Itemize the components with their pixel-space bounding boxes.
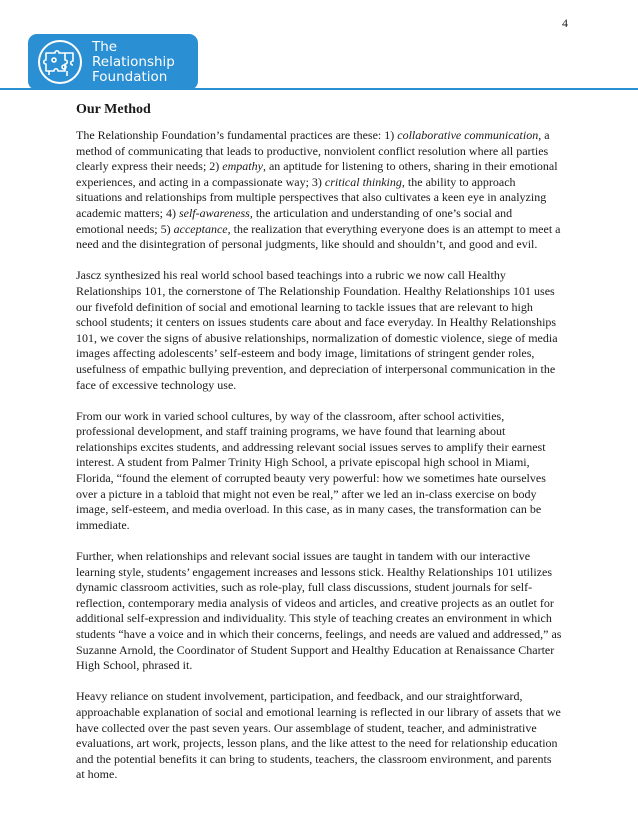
- p1-text-k: , the realization that everything everyone does is an attempt to meet a need and the disintegration of personal judgments, like should and shouldn’t, and good and evil.: [76, 221, 561, 252]
- logo-line-foundation: Foundation: [92, 69, 168, 85]
- page-number: 4: [562, 16, 568, 30]
- logo-line-the: The: [92, 39, 118, 55]
- logo-line-relationship: Relationship: [92, 54, 175, 70]
- term-critical-thinking: critical thinking: [324, 174, 402, 189]
- term-self-awareness: self-awareness,: [178, 205, 253, 220]
- paragraph-school-cultures: From our work in varied school cultures, by way of the classroom, after school activities, professional development, and staff training programs, we have found that learning about relationships excites students, and addressing relevant social issues serves to amplify their earnest interest. A student from Palmer Trinity High School, a private episcopal high school in Miami, Florida, “found the element of corrupted beauty very powerful: how we sometimes hate ourselves over a picture in a tabloid that might not even be real,” after we led an in-class exercise on body image, self-esteem, and media overload. In this case, as in many cases, the transformation can be immediate.: [76, 408, 546, 532]
- term-collaborative-communication: collaborative communication: [397, 128, 539, 142]
- paragraph-healthy-relationships: Jascz synthesized his real world school based teachings into a rubric we now call Healthy Relationships 101, the cornerstone of The Relationship Foundation. Healthy Relationships 101 uses our fivefold definition of social and emotional learning to tackle issues that are relevant to high school students; it centers on issues students care about and face everyday. In Healthy Relationships 101, we cover the signs of abusive relationships, normalization of domestic violence, siege of media images affecting adolescents’ self-esteem and body image, limitations of stringent gender roles, usefulness of empathic bullying prevention, and depreciation of interpersonal communication in the face of excessive technology use.: [76, 268, 558, 392]
- section-heading: Our Method: [76, 102, 151, 117]
- paragraph-interactive-learning: Further, when relationships and relevant social issues are taught in tandem with our interactive learning style, students’ engagement increases and lessons stick. Healthy Relationships 101 utilizes dynamic classroom activities, such as role-play, full class discussions, student journals for self-reflection, contemporary media analysis of videos and articles, and creative projects as an outlet for additional self-expression and individuality. This style of teaching creates an environment in which students “have a voice and in which their concerns, feelings, and needs are valued and addressed,” as Suzanne Arnold, the Coordinator of Student Support and Healthy Education at Renaissance Charter High School, phrased it.: [76, 549, 562, 673]
- paragraph-practices: [76, 128, 562, 253]
- p1-text-c: , a method of communicating that leads to productive, nonviolent conflict resolution where all parties clearly express their needs; 2): [76, 128, 550, 174]
- puzzle-globe-icon: [37, 39, 83, 85]
- p1-text-a: The Relationship Foundation’s fundamental practices are these: 1): [76, 128, 398, 142]
- document-body: [76, 100, 562, 799]
- p1-text-g: , the ability to approach situations and relationships from multiple perspectives that also cultivates a keen eye in analyzing academic matters; 4): [76, 174, 547, 220]
- p1-text-e: , an aptitude for listening to others, sharing in their emotional experiences, and acting in a compassionate way; 3): [76, 159, 558, 189]
- logo-wordmark: [92, 40, 175, 85]
- paragraph-student-involvement: Heavy reliance on student involvement, participation, and feedback, and our straightforward, approachable explanation of social and emotional learning is reflected in our library of assets that we have collected over the past seven years. Our assemblage of student, teacher, and administrative evaluations, art work, projects, lesson plans, and the like attest to the need for relationship education and the potential benefits it can bring to students, teachers, the classroom environment, and parents at home.: [76, 689, 561, 782]
- p1-text-i: the articulation and understanding of one’s social and emotional needs; 5): [76, 205, 513, 236]
- foundation-logo: [28, 34, 198, 90]
- term-empathy: empathy: [222, 159, 263, 174]
- term-acceptance: acceptance: [173, 221, 228, 236]
